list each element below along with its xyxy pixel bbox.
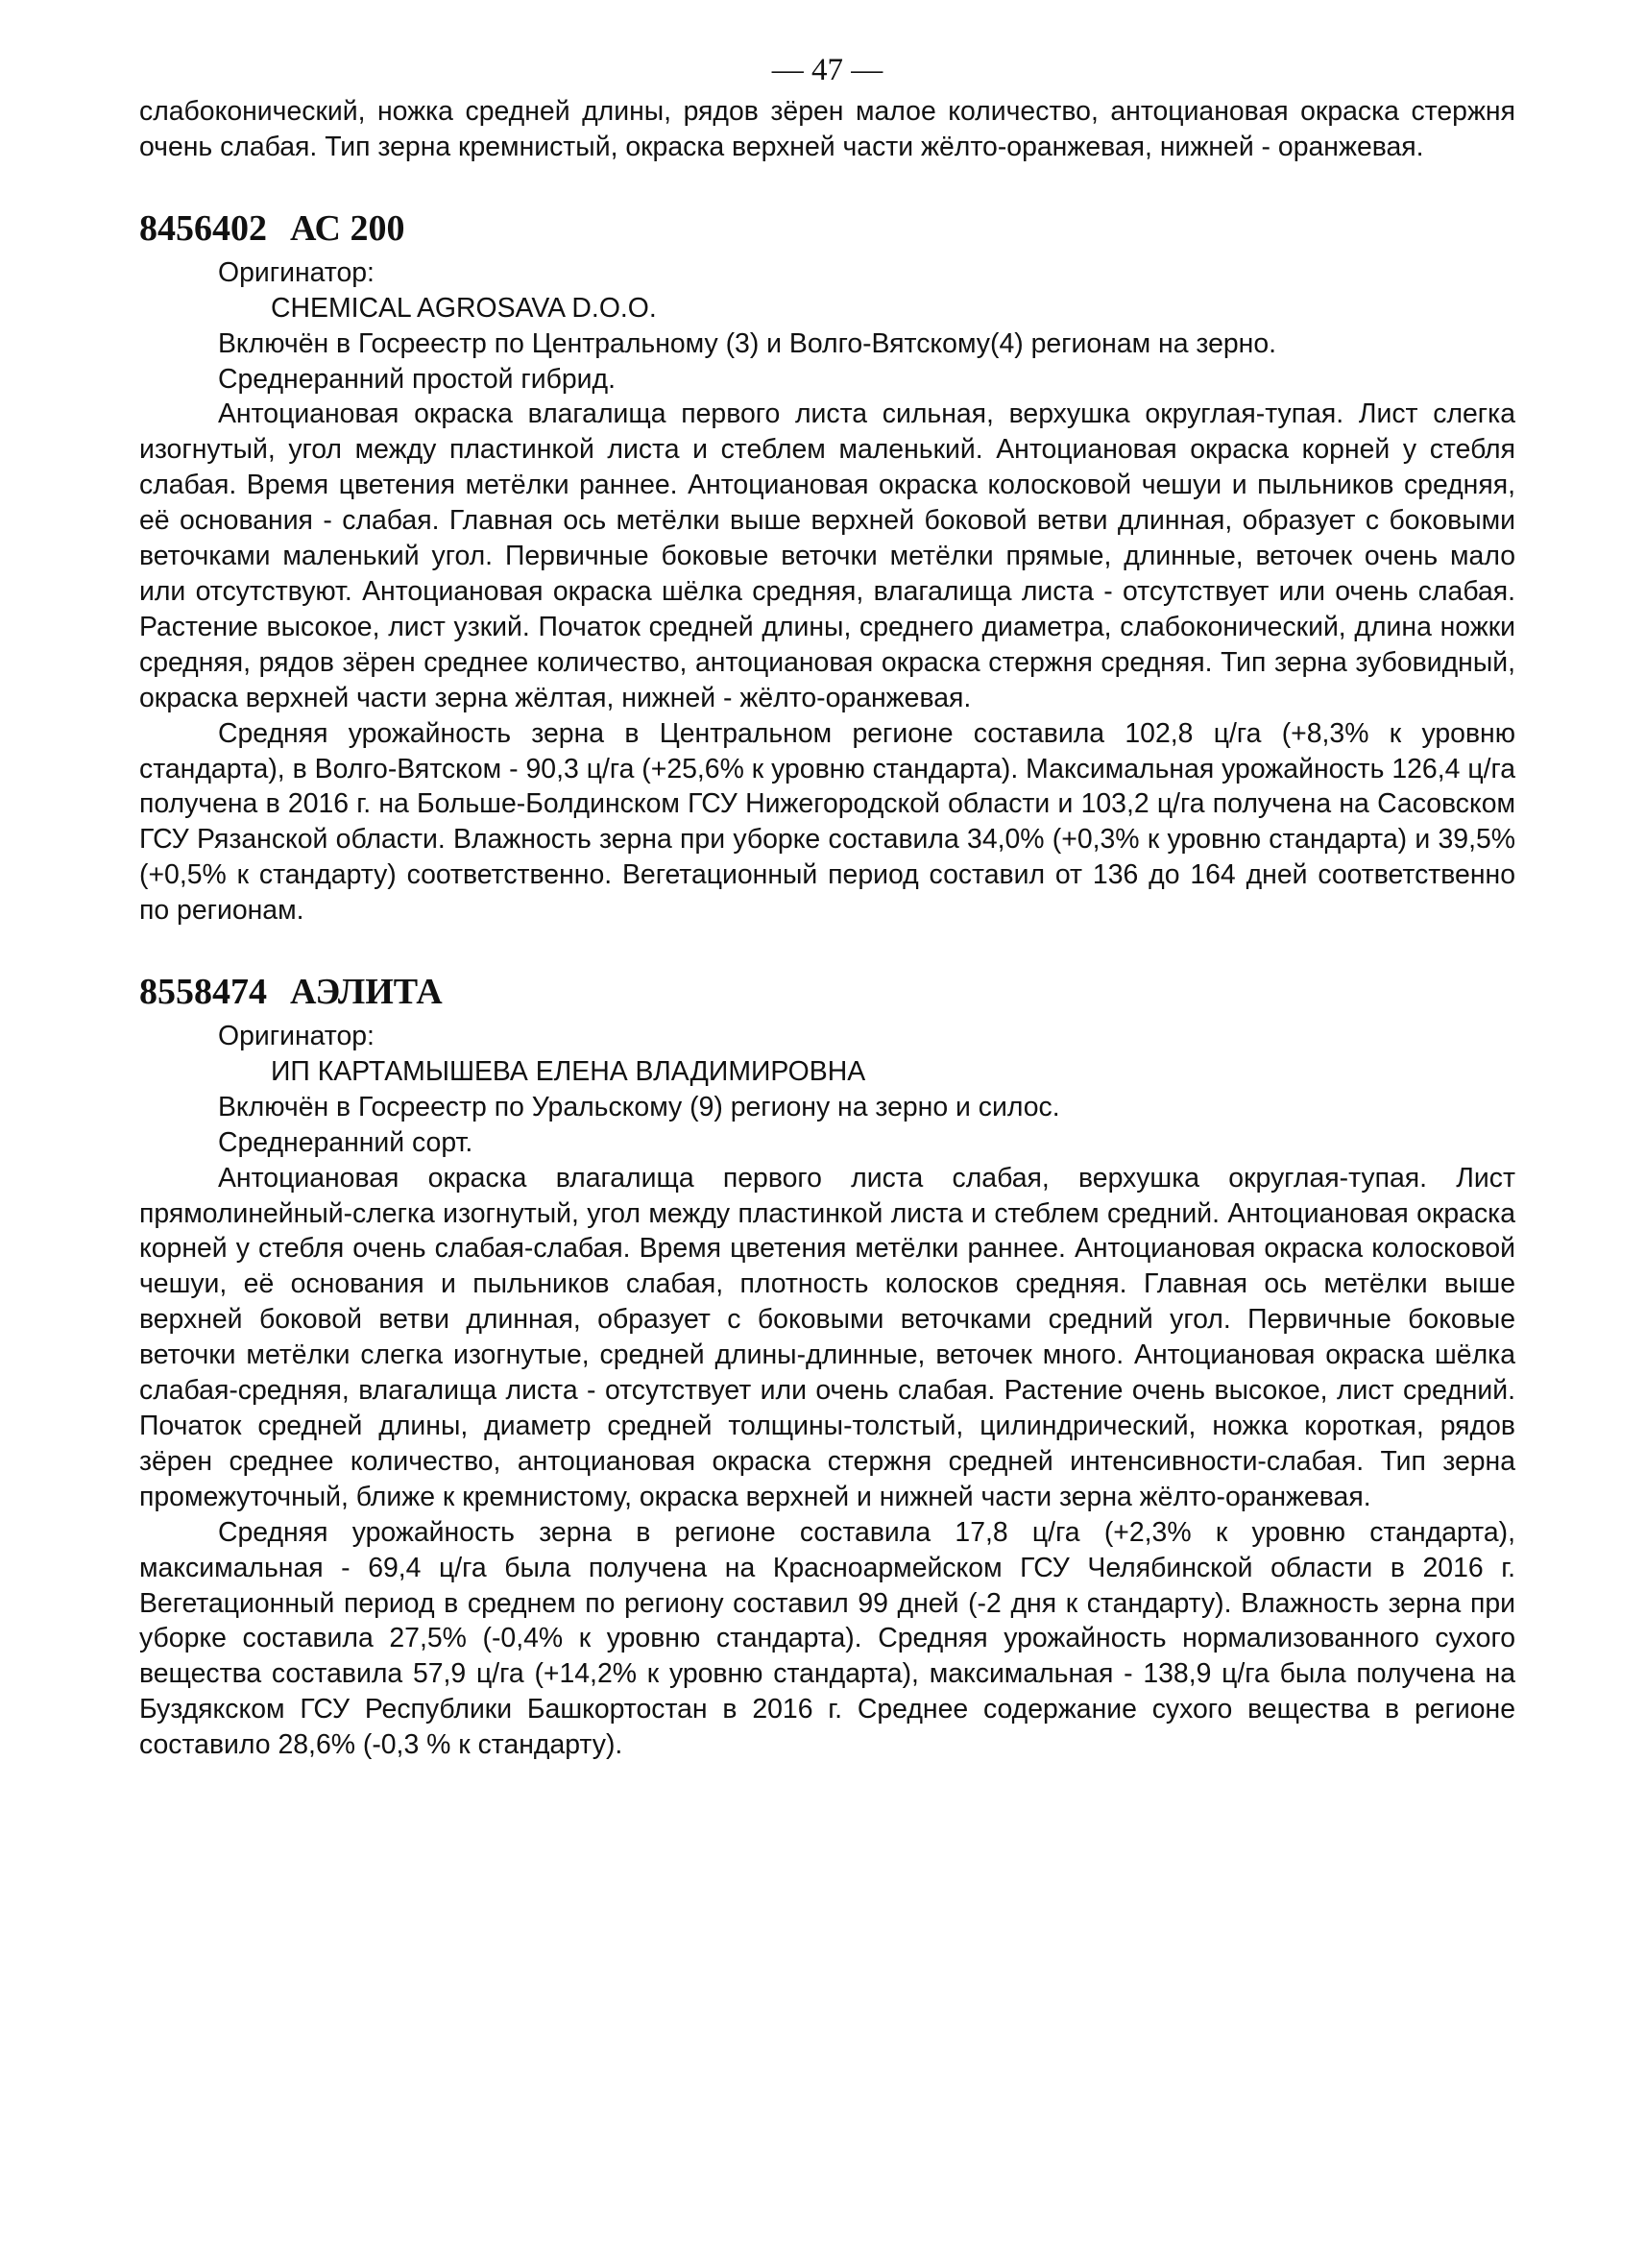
- entry-ac200: [139, 202, 1515, 929]
- entry-aelita: [139, 965, 1515, 1763]
- registry-info: Включён в Госреестр по Уральскому (9) региону на зерно и силос.: [218, 1091, 1060, 1122]
- entry-title: АС 200: [290, 207, 405, 249]
- intro-paragraph: слабоконический, ножка средней длины, рядов зёрен малое количество, антоциановая окраска стержня очень слабая. Тип зерна кремнистый, окраска верхней части жёлто-оранжевая, нижней - оранжевая.: [139, 96, 1515, 162]
- entry-title: АЭЛИТА: [290, 972, 443, 1013]
- yield-paragraph: Средняя урожайность зерна в Центральном регионе составила 102,8 ц/га (+8,3% к уровню стандарта), в Волго-Вятском - 90,3 ц/га (+25,6% к уровню стандарта). Максимальная урожайность 126,4 ц/га получена в 2016 г. на Больше-Болдинском ГСУ Нижегородской области и 103,2 ц/га получена на Сасовском ГСУ Рязанской области. Влажность зерна при уборке составила 34,0% (+0,3% к уровню стандарта) и 39,5% (+0,5% к стандарту) соответственно. Вегетационный период составил от 136 до 164 дней соответственно по регионам.: [139, 717, 1515, 927]
- document-page: [139, 46, 1515, 1763]
- entry-code: 8456402: [139, 207, 267, 249]
- originator-label: Оригинатор:: [218, 1021, 375, 1052]
- yield-paragraph: Средняя урожайность зерна в регионе составила 17,8 ц/га (+2,3% к уровню стандарта), максимальная - 69,4 ц/га была получена на Красноармейском ГСУ Челябинской области в 2016 г. Вегетационный период в среднем по региону составил 99 дней (-2 дня к стандарту). Влажность зерна при уборке составила 27,5% (-0,4% к уровню стандарта). Средняя урожайность нормализованного сухого вещества составила 57,9 ц/га (+14,2% к уровню стандарта), максимальная - 138,9 ц/га была получена на Буздякском ГСУ Республики Башкортостан в 2016 г. Среднее содержание сухого вещества в регионе составило 28,6% (-0,3 % к стандарту).: [139, 1516, 1515, 1761]
- variety-type: Среднеранний сорт.: [218, 1126, 473, 1158]
- originator-name: CHEMICAL AGROSAVA D.O.O.: [271, 292, 657, 324]
- entry-code: 8558474: [139, 972, 267, 1013]
- page-number: — 47 —: [771, 53, 883, 87]
- entry-heading: [139, 202, 1515, 255]
- hybrid-type: Среднеранний простой гибрид.: [218, 363, 616, 395]
- originator-name: ИП КАРТАМЫШЕВА ЕЛЕНА ВЛАДИМИРОВНА: [271, 1055, 866, 1087]
- registry-info: Включён в Госреестр по Центральному (3) и Волго-Вятскому(4) регионам на зерно.: [218, 327, 1277, 359]
- description-paragraph: Антоциановая окраска влагалища первого листа сильная, верхушка округлая-тупая. Лист слегка изогнутый, угол между пластинкой листа и стеблем маленький. Антоциановая окраска корней у стебля слабая. Время цветения метёлки раннее. Антоциановая окраска колосковой чешуи и пыльников средняя, её основания - слабая. Главная ось метёлки выше верхней боковой ветви длинная, образует с боковыми веточками маленький угол. Первичные боковые веточки метёлки прямые, длинные, веточек очень мало или отсутствуют. Антоциановая окраска шёлка средняя, влагалища листа - отсутствует или очень слабая. Растение высокое, лист узкий. Початок средней длины, среднего диаметра, слабоконический, длина ножки средняя, рядов зёрен среднее количество, антоциановая окраска стержня средняя. Тип зерна зубовидный, окраска верхней части зерна жёлтая, нижней - жёлто-оранжевая.: [139, 398, 1515, 713]
- originator-label: Оригинатор:: [218, 256, 375, 288]
- entry-heading: [139, 965, 1515, 1019]
- description-paragraph: Антоциановая окраска влагалища первого листа слабая, верхушка округлая-тупая. Лист прямолинейный-слегка изогнутый, угол между пластинкой листа и стеблем средний. Антоциановая окраска корней у стебля очень слабая-слабая. Время цветения метёлки раннее. Антоциановая окраска колосковой чешуи, её основания и пыльников слабая, плотность колосков средняя. Главная ось метёлки выше верхней боковой ветви длинная, образует с боковыми веточками средний угол. Первичные боковые веточки метёлки слегка изогнутые, средней длины-длинные, веточек много. Антоциановая окраска шёлка слабая-средняя, влагалища листа - отсутствует или очень слабая. Растение очень высокое, лист средний. Початок средней длины, диаметр средней толщины-толстый, цилиндрический, ножка короткая, рядов зёрен среднее количество, антоциановая окраска стержня средней интенсивности-слабая. Тип зерна промежуточный, ближе к кремнистому, окраска верхней и нижней части зерна жёлто-оранжевая.: [139, 1162, 1515, 1512]
